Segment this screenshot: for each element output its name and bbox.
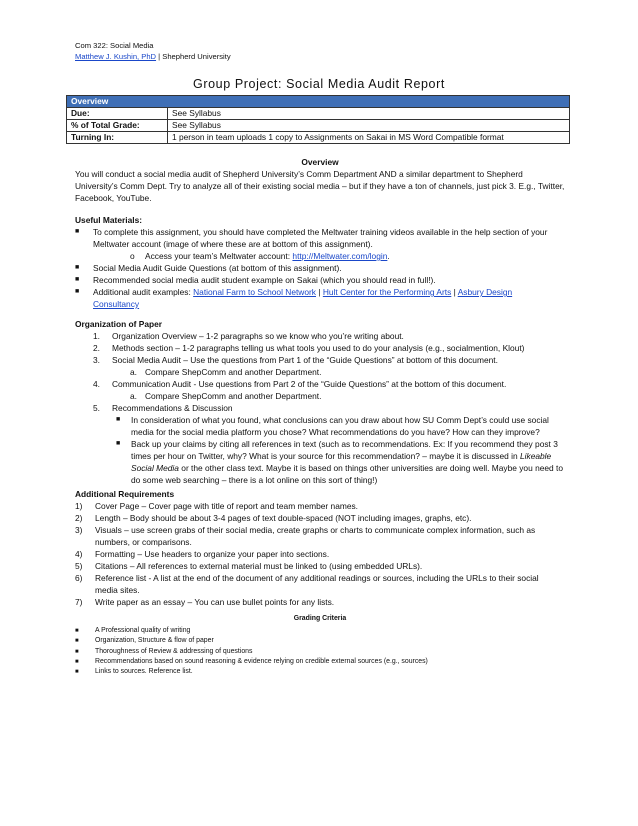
list-item — [75, 636, 565, 646]
list-item-text: Organization Overview – 1-2 paragraphs so we know who you’re writing about. — [112, 331, 404, 341]
example-link-hult-center[interactable]: Hult Center for the Performing Arts — [322, 287, 452, 297]
link-separator: | — [451, 287, 458, 297]
list-item-text: or the other class text. Maybe it is based on things other universities are doing well. Maybe you need to do some web searching – there is a lot online on this sort of thing!) — [131, 463, 564, 485]
list-item — [75, 596, 555, 608]
list-item — [75, 667, 565, 677]
materials-item-text: Recommended social media audit student example on Sakai (which you should read in full!). — [93, 275, 436, 285]
document-header — [75, 40, 231, 62]
list-item — [75, 512, 555, 524]
list-item — [75, 354, 565, 366]
header-separator: | — [156, 52, 163, 61]
list-item — [75, 626, 565, 636]
list-letter: a. — [130, 367, 137, 377]
info-key: % of Total Grade: — [67, 120, 168, 132]
list-item — [75, 378, 565, 390]
list-number: 1. — [93, 331, 100, 341]
list-item — [75, 414, 565, 438]
bullet-icon: ■ — [75, 228, 80, 235]
example-link-asbury-design[interactable]: Asbury Design Consultancy — [93, 287, 513, 309]
grading-item-text: Organization, Structure & flow of paper — [95, 637, 214, 645]
list-item-text: Communication Audit - Use questions from Part 2 of the “Guide Questions” at the bottom of this document. — [112, 379, 507, 389]
materials-sub-end: . — [387, 251, 390, 261]
list-number: 2) — [75, 513, 83, 523]
list-item — [75, 262, 555, 274]
bullet-icon: ■ — [75, 648, 79, 655]
list-item-text: Write paper as an essay – You can use bullet points for any lists. — [95, 597, 335, 607]
grading-item-text: Thoroughness of Review & addressing of questions — [95, 647, 253, 655]
list-item-text: Compare ShepComm and another Department. — [145, 367, 322, 377]
list-item — [75, 390, 565, 402]
instructor-line — [75, 51, 231, 62]
list-item-text: Recommendations & Discussion — [112, 403, 233, 413]
organization-section — [75, 318, 565, 486]
info-value: See Syllabus — [168, 108, 570, 120]
grading-item-text: Links to sources. Reference list. — [95, 668, 193, 676]
list-item-text: Formatting – Use headers to organize your paper into sections. — [95, 549, 330, 559]
materials-section — [75, 214, 555, 310]
info-table-row — [67, 120, 570, 132]
info-key: Due: — [67, 108, 168, 120]
info-table-header: Overview — [67, 96, 570, 108]
list-item — [75, 560, 555, 572]
list-item-text: Length – Body should be about 3-4 pages of text double-spaced (NOT including images, graphs, etc). — [95, 513, 472, 523]
list-item — [75, 524, 555, 548]
list-number: 4. — [93, 379, 100, 389]
list-letter: a. — [130, 391, 137, 401]
instructor-link[interactable]: Matthew J. Kushin, PhD — [75, 52, 157, 61]
list-item-text: Back up your claims by citing all references in text (such as to recommendations. Ex: If you recommend they post 3 times per hour on Twitter, why? What is your source for this recommendation? – maybe it is discussed in — [131, 439, 558, 461]
list-number: 4) — [75, 549, 83, 559]
bullet-icon: ■ — [75, 669, 79, 676]
example-link-farm-to-school[interactable]: National Farm to School Network — [193, 287, 316, 297]
bullet-icon: ■ — [116, 416, 121, 423]
list-item — [75, 250, 555, 262]
list-number: 2. — [93, 343, 100, 353]
materials-sub-text: Access your team’s Meltwater account: — [145, 251, 293, 261]
list-item — [75, 286, 555, 310]
info-value: See Syllabus — [168, 120, 570, 132]
bullet-icon: ■ — [75, 628, 79, 635]
list-item — [75, 402, 565, 414]
overview-section — [75, 156, 565, 204]
list-item — [75, 226, 555, 250]
list-item-text: Reference list - A list at the end of the document of any additional readings or sources, including the URLs to their social media sites. — [95, 573, 539, 595]
list-number: 5) — [75, 561, 83, 571]
overview-text: You will conduct a social media audit of Shepherd University’s Comm Department AND a similar department to Shepherd University’s Comm Dept. Try to analyze all of their existing social media – but if they have a ton of channels, just pick 3. E.g., Twitter, Facebook, YouTube. — [75, 169, 565, 203]
list-item — [75, 647, 565, 657]
info-value: 1 person in team uploads 1 copy to Assignments on Sakai in MS Word Compatible format — [168, 132, 570, 144]
info-key: Turning In: — [67, 132, 168, 144]
info-table-header-row — [67, 96, 570, 108]
grading-heading: Grading Criteria — [293, 615, 347, 622]
list-item-text: In consideration of what you found, what conclusions can you draw about how SU Comm Dept’s could use social media for the social media platform you chose? What recommendations do you have? How can they improve? — [131, 415, 549, 437]
list-item-text: Methods section – 1-2 paragraphs telling us what tools you used to do your analysis (e.g., socialmention, Klout) — [112, 343, 525, 353]
list-item — [75, 330, 565, 342]
bullet-icon: ■ — [75, 288, 80, 295]
list-item — [75, 548, 555, 560]
info-table-row — [67, 108, 570, 120]
list-item — [75, 274, 555, 286]
page-title: Group Project: Social Media Audit Report — [193, 77, 445, 91]
list-item — [75, 500, 555, 512]
list-item — [75, 342, 565, 354]
list-number: 7) — [75, 597, 83, 607]
university-name: Shepherd University — [162, 52, 231, 61]
overview-info-table — [66, 95, 570, 144]
bullet-icon: ■ — [75, 276, 80, 283]
list-item-text: Compare ShepComm and another Department. — [145, 391, 322, 401]
list-number: 5. — [93, 403, 100, 413]
list-item-text: Visuals – use screen grabs of their social media, create graphs or charts to communicate complex information, such as numbers, or comparisons. — [95, 525, 536, 547]
grading-item-text: A Professional quality of writing — [95, 627, 191, 635]
list-item-text: Social Media Audit – Use the questions from Part 1 of the “Guide Questions” at bottom of this document. — [112, 355, 498, 365]
materials-item-text: To complete this assignment, you should have completed the Meltwater training videos available in the help section of your Meltwater account (image of where these are at bottom of this assignment). — [93, 227, 548, 249]
link-separator: | — [316, 287, 323, 297]
list-number: 3) — [75, 525, 83, 535]
list-item — [75, 438, 565, 486]
list-item — [75, 572, 555, 596]
book-title: Likeable Social Media — [131, 451, 552, 473]
materials-item-text: Social Media Audit Guide Questions (at bottom of this assignment). — [93, 263, 342, 273]
materials-heading: Useful Materials: — [75, 215, 143, 225]
info-table-row — [67, 132, 570, 144]
bullet-icon: ■ — [75, 658, 79, 665]
overview-heading: Overview — [301, 157, 339, 167]
meltwater-login-link[interactable]: http://Meltwater.com/login — [292, 251, 388, 261]
list-item-text: Citations – All references to external material must be linked to (using embedded URLs). — [95, 561, 423, 571]
circle-bullet-icon: o — [130, 251, 135, 261]
list-number: 3. — [93, 355, 100, 365]
list-item-text: Cover Page – Cover page with title of report and team member names. — [95, 501, 359, 511]
bullet-icon: ■ — [75, 264, 80, 271]
list-item — [75, 366, 565, 378]
list-number: 1) — [75, 501, 83, 511]
grading-criteria-section — [75, 614, 565, 677]
additional-heading: Additional Requirements — [75, 489, 175, 499]
bullet-icon: ■ — [116, 440, 121, 447]
course-name: Com 322: Social Media — [75, 41, 154, 50]
list-number: 6) — [75, 573, 83, 583]
materials-item-text: Additional audit examples: — [93, 287, 194, 297]
additional-requirements-section — [75, 488, 555, 608]
grading-item-text: Recommendations based on sound reasoning & evidence relying on credible external sources (e.g., sources) — [95, 657, 428, 665]
bullet-icon: ■ — [75, 638, 79, 645]
organization-heading: Organization of Paper — [75, 319, 163, 329]
list-item — [75, 657, 565, 667]
